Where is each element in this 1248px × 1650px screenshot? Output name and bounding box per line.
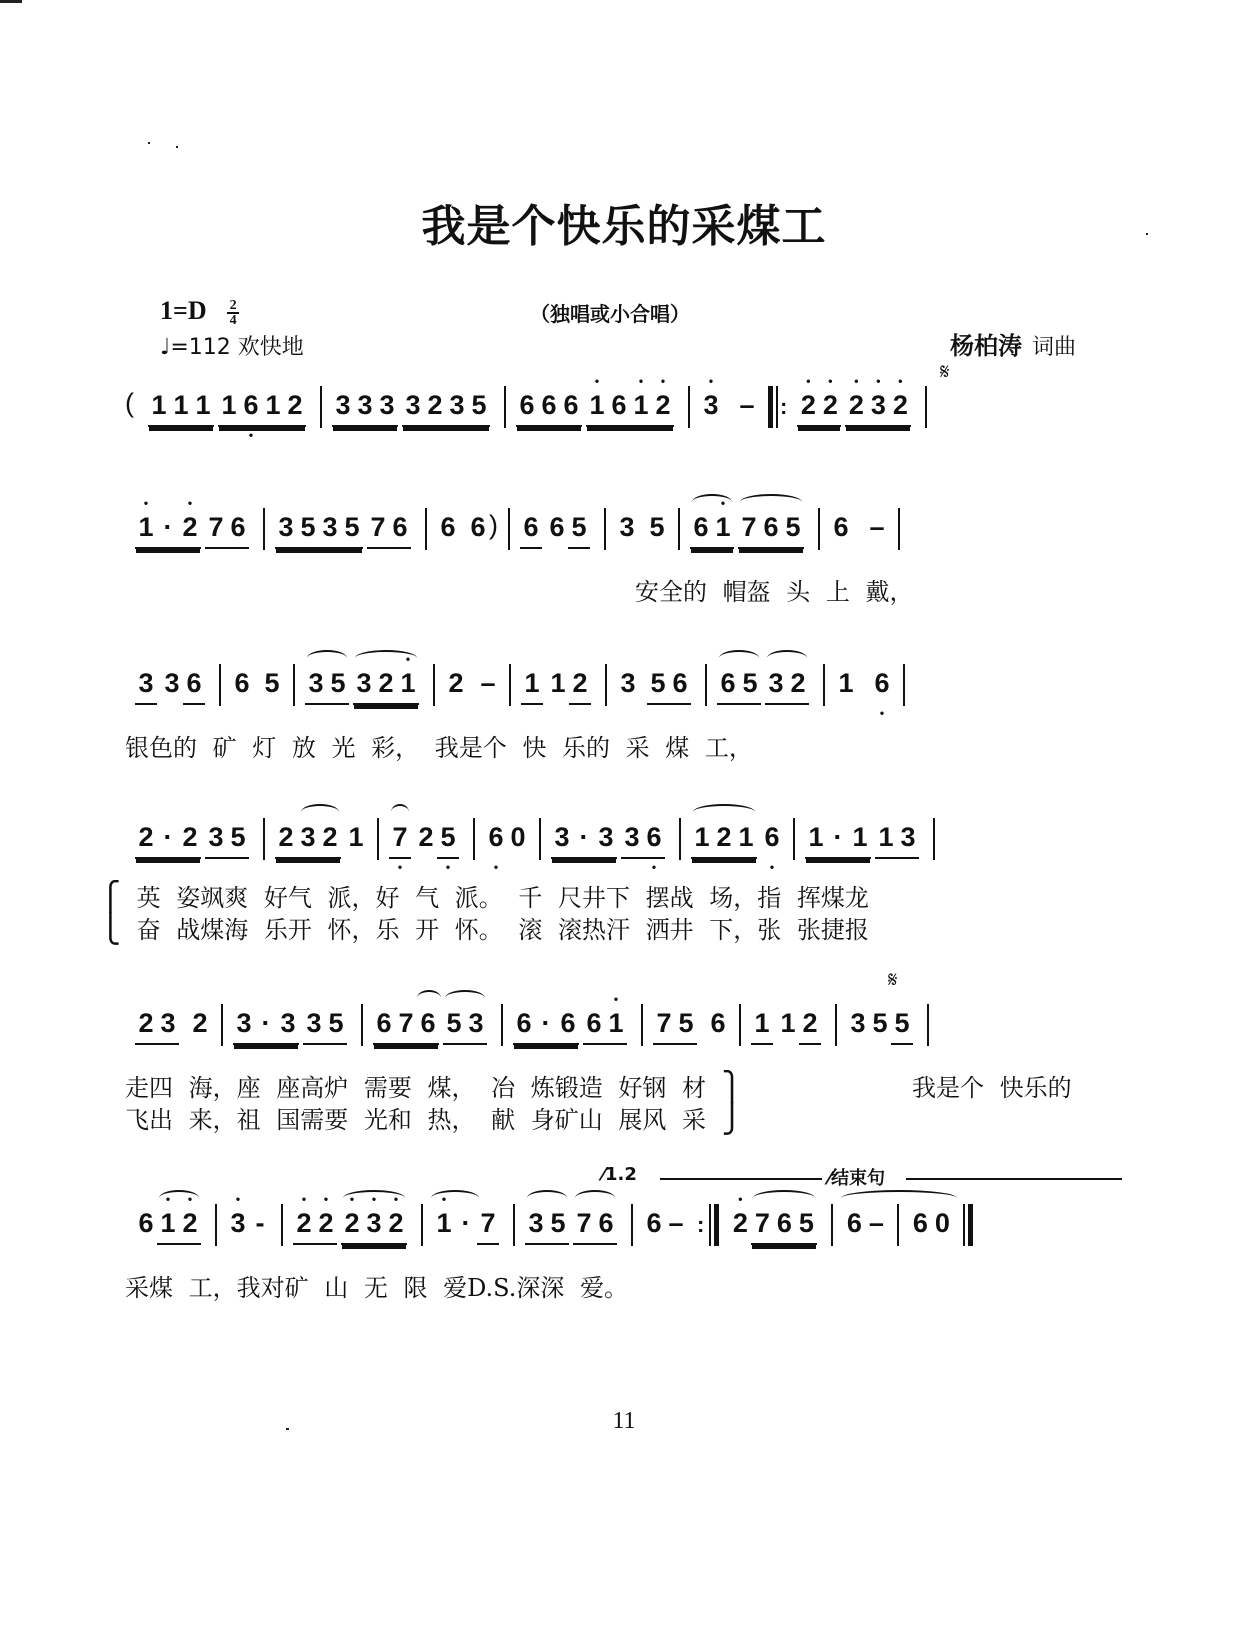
final-barline — [963, 1204, 973, 1246]
measure: 1 6 • — [825, 666, 903, 700]
score-row-4 — [125, 820, 1135, 860]
score-row-5 — [125, 1006, 1135, 1046]
measure: 6 6 6 • 1 6 • 1 • 2 — [506, 388, 688, 427]
measure: 1 · 1 1 3 — [795, 820, 933, 859]
measure: 3 · 3 3 5 — [223, 1006, 361, 1045]
measure: 1 1 2 — [741, 1006, 835, 1045]
author-name: 杨柏涛 — [950, 332, 1022, 360]
lyric-line: 安全的 帽盔 头 上 戴， — [635, 578, 914, 606]
volta-1-2-line — [660, 1178, 822, 1180]
measure: • 2 7 6 5 — [719, 1206, 831, 1245]
measure: 6 – — [833, 512, 885, 542]
measure: 2 · 2 3 5 — [125, 820, 263, 859]
measure: • 2 • 2 • 2 • 3 • 2 — [787, 388, 925, 427]
ending-line — [906, 1178, 1122, 1180]
measure: 6 • 1 • 2 — [125, 1206, 215, 1245]
measure: 2 3 2 1 — [265, 820, 377, 859]
repeat-start-barline: : — [768, 386, 787, 428]
measure: 6 6 5 — [510, 510, 604, 549]
measure: 6 – — [833, 1206, 897, 1240]
author-credit — [950, 326, 1076, 361]
time-signature: $\frac{2}{4}$ — [227, 299, 239, 327]
score-row-2 — [125, 510, 1135, 550]
measure: 1 1 2 — [511, 666, 605, 705]
author-role: 词曲 — [1032, 335, 1077, 360]
key-label: 1=D — [160, 296, 207, 325]
measure: 3 3 6 — [125, 666, 219, 705]
segno-icon: 𝄋 — [940, 360, 950, 385]
measure: 6 – — [646, 1208, 684, 1238]
measure: 7 • 2 5 • — [379, 820, 473, 859]
measure: 3 · 3 3 6 • — [541, 820, 679, 859]
measure: 3 5 6 — [607, 666, 705, 705]
volta-1-2-label: ⁄1.2 — [602, 1164, 637, 1185]
measure: 1 2 1 6 • — [681, 820, 793, 859]
measure: 6 6 ) — [440, 510, 498, 542]
measure: 6 7 6 5 3 — [363, 1006, 501, 1045]
measure: 6 • 1 7 6 5 — [680, 510, 818, 549]
measure: 3 5 3 2 • 1 — [295, 666, 433, 705]
ending-label: ⁄结束句 — [828, 1168, 886, 1189]
score-row-6 — [125, 1206, 1165, 1246]
key-signature — [160, 296, 239, 327]
tempo-marking: ♩=112 欢快地 — [160, 335, 304, 360]
measure: 6 · 6 6 • 1 — [503, 1006, 641, 1045]
measure: • 2 • 2 • 2 • 3 • 2 — [283, 1206, 421, 1245]
measure: 6 5 3 2 — [707, 666, 823, 705]
measure: 6 • 0 — [475, 820, 539, 854]
measure: • 1 · • 2 7 6 — [125, 510, 263, 549]
measure: 7 5 6 — [643, 1006, 739, 1045]
measure: 3 3 3 3 2 3 5 — [322, 388, 504, 427]
measure: • 1 · 7 — [423, 1206, 513, 1245]
measure: • 3 - — [217, 1206, 281, 1240]
lyric-line-verse-2: ⎩ 奋 战煤海 乐开 怀，乐 开 怀。 滚 滚热汗 洒井 下，张 张捷报 — [100, 912, 869, 945]
lyric-line-verse-1: 走四 海，座 座高炉 需要 煤， 冶 炼锻造 好钢 材 ⎫ — [125, 1070, 743, 1103]
measure: 3 5 3 5 7 6 — [265, 510, 425, 549]
lyric-line: 采煤 工，我对矿 山 无 限 爱D.S.深深 爱。 — [125, 1274, 629, 1302]
lyric-line-chorus: 我是个 快乐的 — [912, 1074, 1072, 1102]
lyric-line-verse-1: ⎧ 英 姿飒爽 好气 派，好 气 派。 千 尺井下 摆战 场，指 挥煤龙 — [100, 880, 869, 913]
score-row-3 — [125, 666, 1135, 706]
score-row-1: ( 1 1 1 1 6 • 1 2 3 3 3 3 2 3 5 6 6 6 • 1 6 • 1 • 2 • 3 – : • 2 • 2 • 2 • 3 • 2 — [125, 388, 1135, 428]
measure: • 3 – — [690, 388, 768, 422]
measure: 2 3 2 — [125, 1006, 221, 1045]
measure: 3 5 — [619, 512, 665, 542]
measure: 3 5 5 — [837, 1006, 927, 1045]
measure: 1 1 1 1 6 • 1 2 — [138, 388, 320, 427]
lyric-line: 银色的 矿 灯 放 光 彩， 我是个 快 乐的 采 煤 工， — [125, 734, 753, 762]
measure: 2 – — [448, 668, 496, 698]
song-title: 我是个快乐的采煤工 — [421, 201, 827, 252]
page-number: 11 — [612, 1408, 636, 1434]
measure: 6 5 — [234, 668, 280, 698]
measure: 6 0 — [912, 1208, 950, 1238]
lyric-line-verse-2: 飞出 来，祖 国需要 光和 热， 献 身矿山 展风 采 ⎭ — [125, 1102, 743, 1135]
performance-note: （独唱或小合唱） — [530, 302, 690, 326]
repeat-end-barline: : — [697, 1204, 719, 1246]
segno-icon: 𝄋 — [888, 968, 898, 993]
measure: 3 5 7 6 — [515, 1206, 631, 1245]
